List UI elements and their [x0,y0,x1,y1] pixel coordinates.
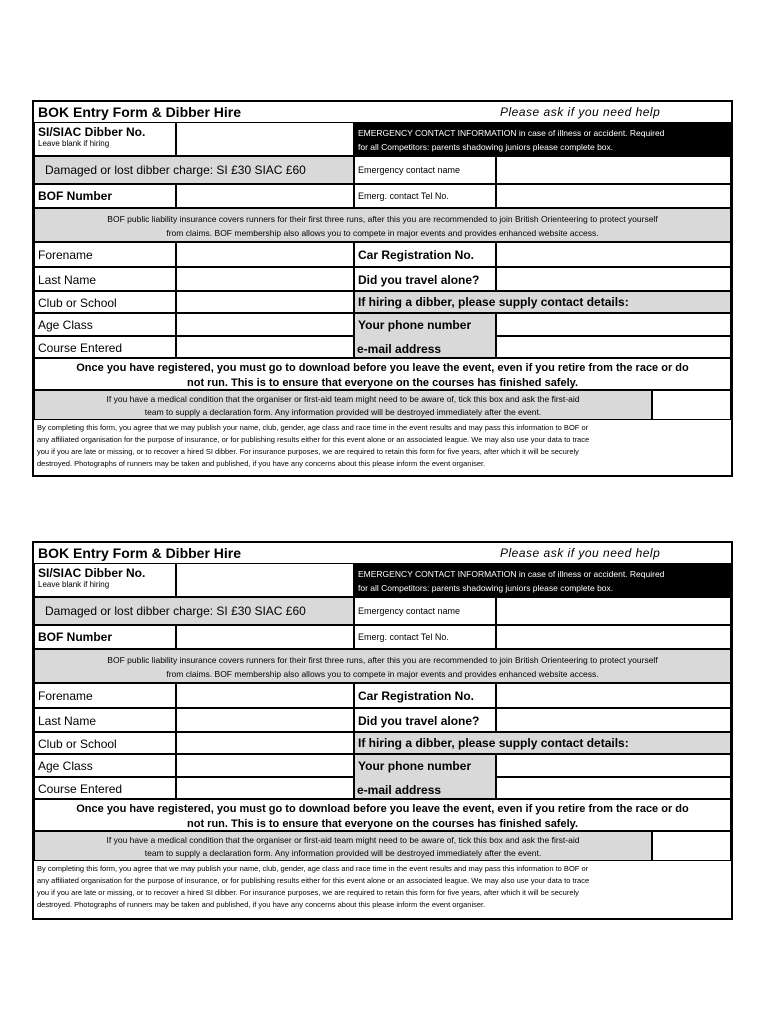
gdpr-line2: any affiliated organisation for the purpose of insurance, or for publishing results either for this event alone or an associated league. We may also use your data to trace [37,435,590,444]
course-label: Course Entered [34,777,176,799]
dibber-label-cell [34,122,176,156]
age-class-field[interactable] [176,313,354,336]
download-line1: Once you have registered, you must go to download before you leave the event, even if you retire from the race or do [76,803,689,815]
download-notice [34,799,731,831]
car-reg-label: Car Registration No. [354,242,496,267]
insurance-line2: from claims. BOF membership also allows you to compete in major events and provides enhanced website access. [166,228,599,238]
dibber-hint: Leave blank if hiring [38,580,110,589]
damage-charge: Damaged or lost dibber charge: SI £30 SIAC £60 [34,597,354,625]
medical-notice [34,390,652,420]
forename-label: Forename [34,683,176,708]
forename-field[interactable] [176,683,354,708]
bof-number-field[interactable] [176,184,354,208]
emergency-info-banner [354,122,731,156]
download-line2: not run. This is to ensure that everyone on the courses has finished safely. [187,818,578,830]
emergency-name-label: Emergency contact name [354,597,496,625]
emergency-info-line1: EMERGENCY CONTACT INFORMATION in case of illness or accident. Required [358,128,665,138]
dibber-label: SI/SIAC Dibber No. [38,566,146,580]
dibber-number-field[interactable] [176,122,354,156]
emergency-info-line2: for all Competitors: parents shadowing juniors please complete box. [358,583,614,593]
club-field[interactable] [176,732,354,754]
insurance-notice [34,208,731,242]
email-label: e-mail address [357,783,442,797]
email-field[interactable] [496,777,731,799]
medical-line2: team to supply a declaration form. Any information provided will be destroyed immediately after the event. [144,848,542,858]
medical-notice [34,831,652,861]
medical-tick-box[interactable] [652,831,731,861]
car-reg-label: Car Registration No. [354,683,496,708]
phone-label: Your phone number [358,759,472,773]
phone-field[interactable] [496,754,731,777]
club-label: Club or School [34,732,176,754]
hire-contact-heading: If hiring a dibber, please supply contact details: [354,732,731,754]
entry-form [32,100,733,477]
medical-line1: If you have a medical condition that the organiser or first-aid team might need to be aware of, tick this box and ask the first-aid [106,835,580,845]
car-reg-field[interactable] [496,242,731,267]
email-label: e-mail address [357,342,442,356]
bof-number-label: BOF Number [34,184,176,208]
gdpr-line2: any affiliated organisation for the purpose of insurance, or for publishing results either for this event alone or an associated league. We may also use your data to trace [37,876,590,885]
travel-alone-field[interactable] [496,708,731,732]
form-title: BOK Entry Form & Dibber Hire [38,545,242,561]
emergency-tel-label: Emerg. contact Tel No. [354,625,496,649]
dibber-hint: Leave blank if hiring [38,139,110,148]
help-text: Please ask if you need help [500,105,661,119]
emergency-name-field[interactable] [496,156,731,184]
dibber-label-cell [34,563,176,597]
last-name-label: Last Name [34,708,176,732]
download-line2: not run. This is to ensure that everyone on the courses has finished safely. [187,377,578,389]
car-reg-field[interactable] [496,683,731,708]
download-line1: Once you have registered, you must go to download before you leave the event, even if you retire from the race or do [76,362,689,374]
emergency-tel-field[interactable] [496,625,731,649]
club-field[interactable] [176,291,354,313]
travel-alone-field[interactable] [496,267,731,291]
insurance-line2: from claims. BOF membership also allows you to compete in major events and provides enhanced website access. [166,669,599,679]
course-field[interactable] [176,777,354,799]
dibber-label: SI/SIAC Dibber No. [38,125,146,139]
phone-field[interactable] [496,313,731,336]
emergency-info-banner [354,563,731,597]
insurance-line1: BOF public liability insurance covers runners for their first three runs, after this you are recommended to join British Orienteering to protect yourself [107,655,658,665]
data-protection-notice [37,863,729,911]
data-protection-notice [37,422,729,470]
gdpr-line1: By completing this form, you agree that we may publish your name, club, gender, age class and race time in the event results and may pass this information to BOF or [37,864,589,873]
gdpr-line3: you if you are late or missing, or to recover a hired SI dibber. For insurance purposes, we are required to retain this form for five years, after which it will be securely [37,447,579,456]
bof-number-field[interactable] [176,625,354,649]
medical-line2: team to supply a declaration form. Any information provided will be destroyed immediately after the event. [144,407,542,417]
medical-line1: If you have a medical condition that the organiser or first-aid team might need to be aware of, tick this box and ask the first-aid [106,394,580,404]
emergency-tel-label: Emerg. contact Tel No. [354,184,496,208]
forename-field[interactable] [176,242,354,267]
insurance-line1: BOF public liability insurance covers runners for their first three runs, after this you are recommended to join British Orienteering to protect yourself [107,214,658,224]
age-class-label: Age Class [34,754,176,777]
club-label: Club or School [34,291,176,313]
emergency-info-line1: EMERGENCY CONTACT INFORMATION in case of illness or accident. Required [358,569,665,579]
medical-tick-box[interactable] [652,390,731,420]
email-field[interactable] [496,336,731,358]
download-notice [34,358,731,390]
emergency-tel-field[interactable] [496,184,731,208]
forename-label: Forename [34,242,176,267]
gdpr-line3: you if you are late or missing, or to recover a hired SI dibber. For insurance purposes, we are required to retain this form for five years, after which it will be securely [37,888,579,897]
last-name-label: Last Name [34,267,176,291]
emergency-name-field[interactable] [496,597,731,625]
gdpr-line4: destroyed. Photographs of runners may be taken and published, if you have any concerns about this please inform the event organiser. [37,459,486,468]
emergency-info-line2: for all Competitors: parents shadowing juniors please complete box. [358,142,614,152]
insurance-notice [34,649,731,683]
entry-form [32,541,733,920]
hire-contact-heading: If hiring a dibber, please supply contact details: [354,291,731,313]
last-name-field[interactable] [176,267,354,291]
phone-label: Your phone number [358,318,472,332]
emergency-name-label: Emergency contact name [354,156,496,184]
dibber-number-field[interactable] [176,563,354,597]
form-title: BOK Entry Form & Dibber Hire [38,104,242,120]
age-class-field[interactable] [176,754,354,777]
gdpr-line4: destroyed. Photographs of runners may be taken and published, if you have any concerns about this please inform the event organiser. [37,900,486,909]
help-text: Please ask if you need help [500,546,661,560]
last-name-field[interactable] [176,708,354,732]
travel-alone-label: Did you travel alone? [354,708,496,732]
damage-charge: Damaged or lost dibber charge: SI £30 SIAC £60 [34,156,354,184]
course-label: Course Entered [34,336,176,358]
gdpr-line1: By completing this form, you agree that we may publish your name, club, gender, age class and race time in the event results and may pass this information to BOF or [37,423,589,432]
bof-number-label: BOF Number [34,625,176,649]
travel-alone-label: Did you travel alone? [354,267,496,291]
age-class-label: Age Class [34,313,176,336]
course-field[interactable] [176,336,354,358]
